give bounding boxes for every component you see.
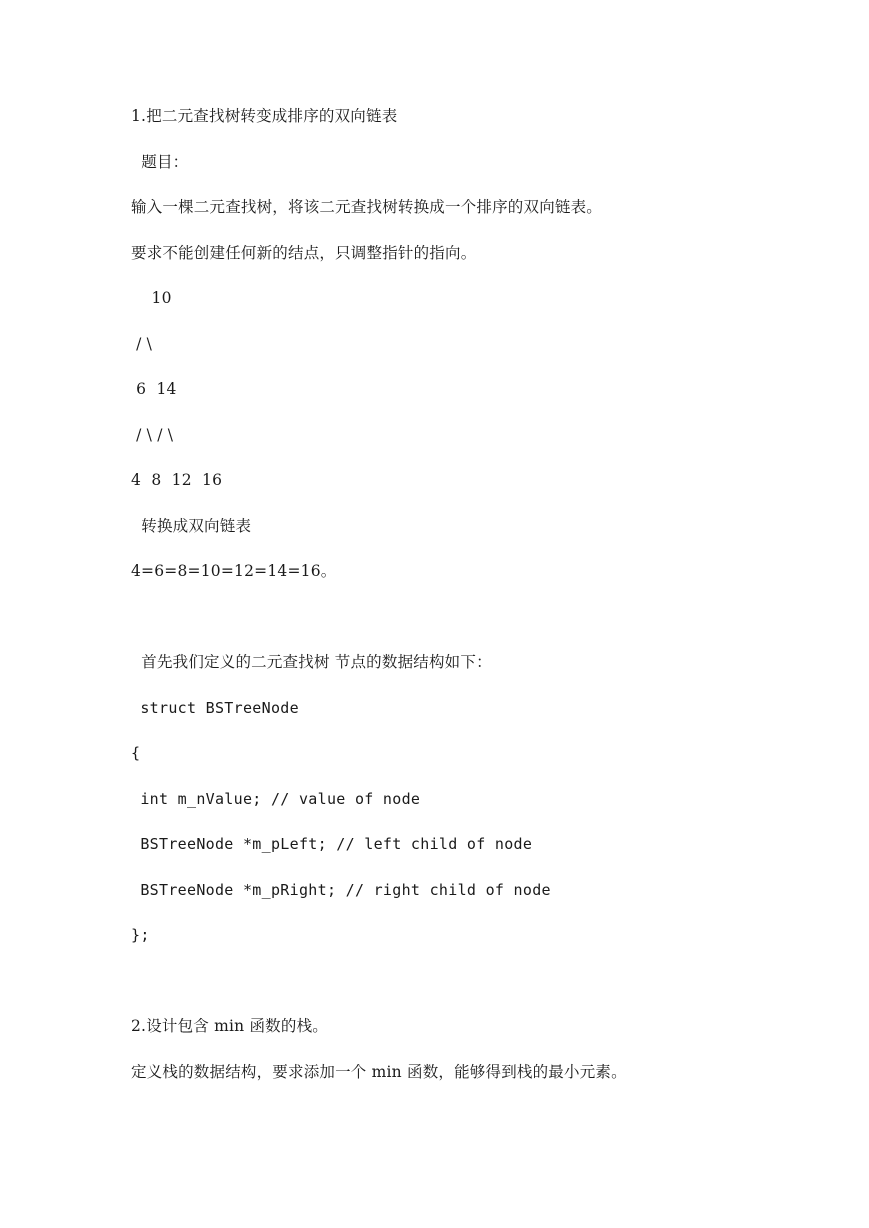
conversion-label: 转换成双向链表 bbox=[131, 517, 252, 535]
code-open-brace: { bbox=[131, 744, 141, 762]
question-2-statement: 定义栈的数据结构，要求添加一个 min 函数，能够得到栈的最小元素。 bbox=[131, 1063, 627, 1081]
tree-diagram-level-2: 6 14 bbox=[131, 380, 177, 398]
code-field-value: int m_nValue; // value of node bbox=[131, 790, 421, 808]
label-topic: 题目： bbox=[131, 153, 189, 171]
code-struct-declaration: struct BSTreeNode bbox=[131, 699, 299, 717]
tree-diagram-branches-2: / \ / \ bbox=[131, 426, 174, 444]
tree-diagram-root: 10 bbox=[131, 289, 172, 307]
code-close-brace: }; bbox=[131, 926, 150, 944]
code-field-left: BSTreeNode *m_pLeft; // left child of node bbox=[131, 835, 533, 853]
tree-diagram-branches-1: / \ bbox=[131, 335, 153, 353]
problem-requirement: 要求不能创建任何新的结点，只调整指针的指向。 bbox=[131, 244, 477, 262]
conversion-result: 4=6=8=10=12=14=16。 bbox=[131, 562, 337, 580]
heading-question-2: 2.设计包含 min 函数的栈。 bbox=[131, 1017, 328, 1035]
struct-intro: 首先我们定义的二元查找树 节点的数据结构如下： bbox=[131, 653, 492, 671]
problem-statement: 输入一棵二元查找树，将该二元查找树转换成一个排序的双向链表。 bbox=[131, 198, 603, 216]
code-field-right: BSTreeNode *m_pRight; // right child of node bbox=[131, 881, 551, 899]
heading-question-1: 1.把二元查找树转变成排序的双向链表 bbox=[131, 107, 398, 125]
tree-diagram-leaves: 4 8 12 16 bbox=[131, 471, 223, 489]
